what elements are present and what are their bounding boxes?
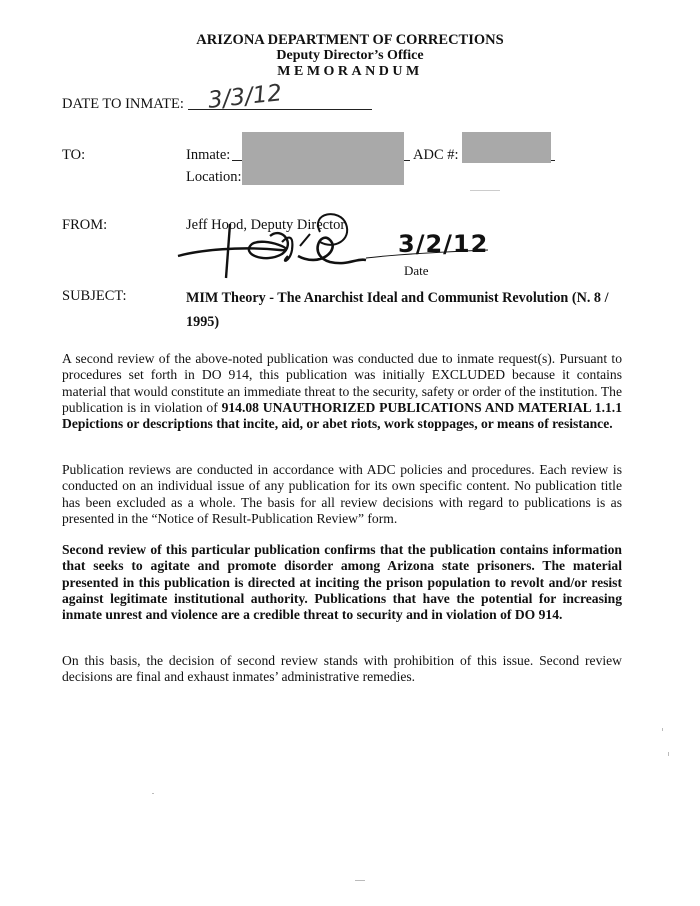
subject-label: SUBJECT: bbox=[62, 288, 127, 304]
body-paragraph-3 bbox=[62, 542, 622, 623]
signed-date-handwriting: 3/2/12 bbox=[398, 230, 489, 258]
body-paragraph-2 bbox=[62, 462, 622, 527]
date-to-inmate-handwriting: 3/3/12 bbox=[206, 80, 284, 114]
scan-speck bbox=[668, 752, 669, 756]
scan-speck bbox=[470, 190, 500, 191]
body-paragraph-2-text: Publication reviews are conducted in accordance with ADC policies and procedures. Each review is conducted on an individual issue of any publication for its own specific content. No publication title has been excluded as a whole. The basis for all review decisions with regard to publications is as presented in the “Notice of Result-Publication Review” form. bbox=[62, 462, 622, 526]
scan-speck bbox=[355, 880, 365, 881]
agency-title: ARIZONA DEPARTMENT OF CORRECTIONS bbox=[196, 32, 504, 48]
redaction-box-adc bbox=[462, 132, 551, 163]
adc-line-tail bbox=[551, 160, 555, 161]
scan-speck bbox=[662, 728, 663, 731]
office-title: Deputy Director’s Office bbox=[276, 48, 424, 63]
from-label: FROM: bbox=[62, 217, 108, 233]
redaction-box-inmate bbox=[242, 132, 404, 185]
body-paragraph-1-text: A second review of the above-noted publication was conducted due to inmate request(s). Pursuant to procedures set forth in DO 914, this publication was initially EXCLUDED because it contains material that would constitute an immediate threat to the security, safety or order of the institution. The publication is in violation of bbox=[62, 351, 622, 415]
body-paragraph-4 bbox=[62, 653, 622, 686]
adc-number-label: ADC #: bbox=[413, 147, 459, 163]
inmate-label: Inmate: bbox=[186, 147, 231, 163]
date-to-inmate-label: DATE TO INMATE: bbox=[62, 96, 184, 112]
violation-citation: 914.08 UNAUTHORIZED PUBLICATIONS AND MATERIAL 1.1.1 Depictions or descriptions that incite, aid, or abet riots, work stoppages, or means of resistance. bbox=[62, 399, 622, 432]
from-name: Jeff Hood, Deputy Director bbox=[186, 217, 346, 233]
date-label: Date bbox=[404, 263, 429, 278]
location-label: Location: bbox=[186, 169, 242, 185]
memorandum-title: MEMORANDUM bbox=[277, 64, 423, 79]
body-paragraph-3-text: Second review of this particular publication confirms that the publication contains information that seeks to agitate and promote disorder among Arizona state prisoners. The material presented in this publication is directed at inciting the prison population to revolt and/or resist against legitimate institutional authority. Publications that have the potential for increasing inmate unrest and violence are a credible threat to security and in violation of DO 914. bbox=[62, 542, 622, 623]
inmate-line-tail bbox=[404, 160, 410, 161]
body-paragraph-4-text: On this basis, the decision of second review stands with prohibition of this issue. Second review decisions are final and exhaust inmates’ administrative remedies. bbox=[62, 653, 622, 685]
scan-speck bbox=[152, 793, 154, 794]
subject-text: MIM Theory - The Anarchist Ideal and Communist Revolution (N. 8 / 1995) bbox=[186, 290, 609, 330]
to-label: TO: bbox=[62, 147, 86, 163]
body-paragraph-1 bbox=[62, 351, 622, 432]
